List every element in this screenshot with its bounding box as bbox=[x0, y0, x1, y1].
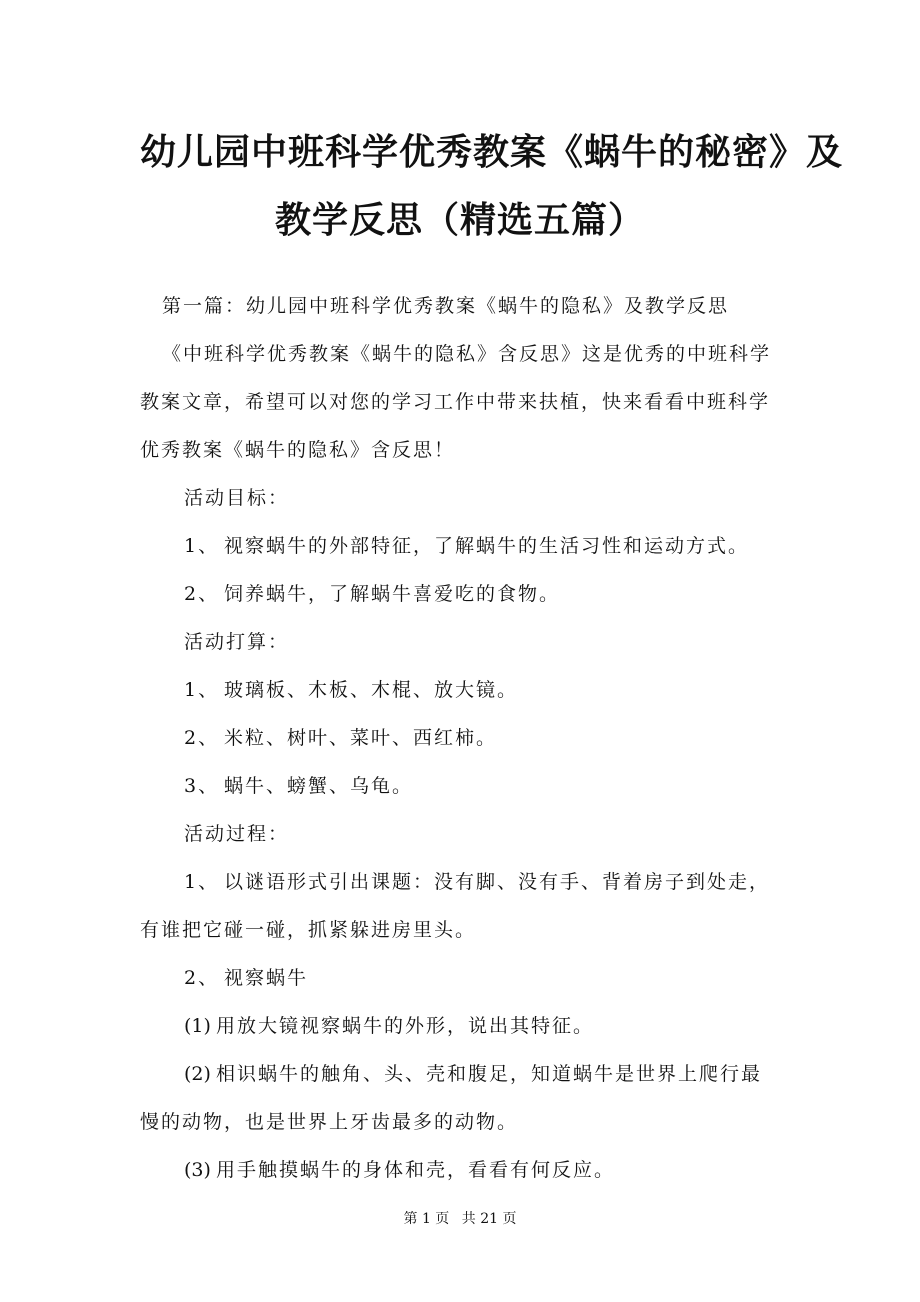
goal-item-1 bbox=[140, 522, 785, 570]
goal-item-2 bbox=[140, 570, 785, 618]
sub-item-3-number: (3) bbox=[184, 1159, 211, 1181]
process-item-2 bbox=[140, 954, 785, 1002]
sub-item-3-text: 用手触摸蜗牛的身体和壳，看看有何反应。 bbox=[216, 1159, 616, 1181]
section-heading-part-1: 第一篇：幼儿园中班科学优秀教案《蜗牛的隐私》及教学反思 bbox=[162, 295, 730, 317]
document-title-line-1: 幼儿园中班科学优秀教案《蜗牛的秘密》及 bbox=[140, 131, 844, 173]
prep-item-3-number: 3、 bbox=[184, 775, 220, 797]
sub-item-1-text: 用放大镜视察蜗牛的外形，说出其特征。 bbox=[216, 1015, 595, 1037]
sub-item-1 bbox=[140, 1002, 785, 1050]
sub-item-1-number: (1) bbox=[184, 1015, 211, 1037]
prep-item-1-number: 1、 bbox=[184, 679, 220, 701]
intro-paragraph-line-3: 优秀教案《蜗牛的隐私》含反思！ bbox=[140, 439, 456, 461]
process-item-1-text: 以谜语形式引出课题：没有脚、没有手、背着房子到处走， bbox=[224, 871, 771, 893]
goal-item-1-number: 1、 bbox=[184, 535, 220, 557]
prep-item-1 bbox=[140, 666, 785, 714]
page-footer bbox=[0, 1208, 920, 1228]
page-total: 共 21 页 bbox=[461, 1211, 517, 1227]
sub-item-2-line-2: 慢的动物，也是世界上牙齿最多的动物。 bbox=[140, 1111, 519, 1133]
intro-paragraph-line-1: 《中班科学优秀教案《蜗牛的隐私》含反思》这是优秀的中班科学 bbox=[162, 343, 772, 365]
prep-heading: 活动打算： bbox=[184, 631, 290, 653]
goal-item-1-text: 视察蜗牛的外部特征，了解蜗牛的生活习性和运动方式。 bbox=[224, 535, 750, 557]
sub-item-2-line-1 bbox=[140, 1050, 785, 1098]
sub-item-2-text: 相识蜗牛的触角、头、壳和腹足，知道蜗牛是世界上爬行最 bbox=[216, 1063, 763, 1085]
process-item-1-number: 1、 bbox=[184, 871, 220, 893]
page-number: 第 1 页 bbox=[403, 1211, 450, 1227]
goals-heading: 活动目标： bbox=[184, 487, 290, 509]
prep-item-3-text: 蜗牛、螃蟹、乌龟。 bbox=[224, 775, 414, 797]
prep-item-2-text: 米粒、树叶、菜叶、西红柿。 bbox=[224, 727, 498, 749]
document-title-line-2: 教学反思（精选五篇） bbox=[274, 199, 645, 241]
intro-paragraph-line-2: 教案文章，希望可以对您的学习工作中带来扶植，快来看看中班科学 bbox=[140, 391, 771, 413]
process-item-2-number: 2、 bbox=[184, 967, 220, 989]
sub-item-2-number: (2) bbox=[184, 1063, 211, 1085]
process-heading: 活动过程： bbox=[184, 823, 290, 845]
prep-item-1-text: 玻璃板、木板、木棍、放大镜。 bbox=[224, 679, 519, 701]
sub-item-3 bbox=[140, 1146, 785, 1194]
process-item-1-line-1 bbox=[140, 858, 785, 906]
prep-item-2 bbox=[140, 714, 785, 762]
process-item-2-text: 视察蜗牛 bbox=[224, 967, 309, 989]
prep-item-3 bbox=[140, 762, 785, 810]
process-item-1-line-2: 有谁把它碰一碰，抓紧躲进房里头。 bbox=[140, 919, 477, 941]
goal-item-2-number: 2、 bbox=[184, 583, 220, 605]
goal-item-2-text: 饲养蜗牛，了解蜗牛喜爱吃的食物。 bbox=[224, 583, 561, 605]
prep-item-2-number: 2、 bbox=[184, 727, 220, 749]
document-body bbox=[140, 282, 785, 1194]
